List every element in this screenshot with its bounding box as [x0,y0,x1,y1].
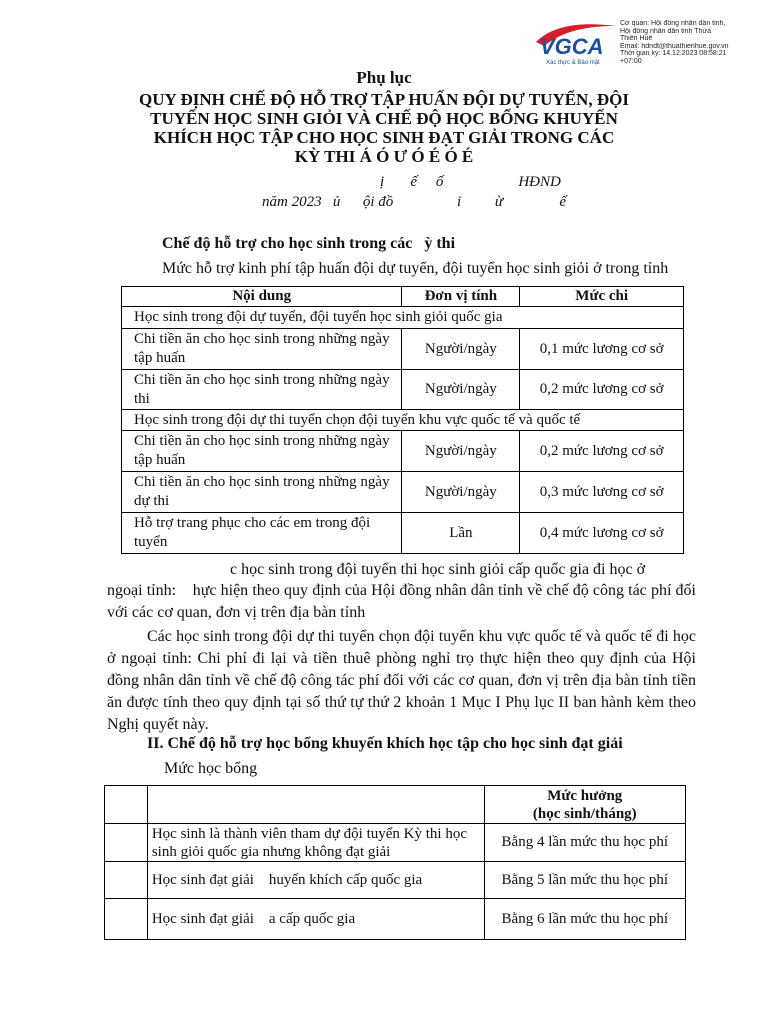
table-row [105,862,686,899]
row-amount: 0,1 mức lương cơ sở [520,329,684,370]
section-2-subheading: Mức học bổng [164,760,258,777]
row-unit: Người/ngày [402,472,520,513]
digital-signature-info [620,20,766,66]
row-amount: 0,2 mức lương cơ sở [520,370,684,410]
table-header [484,786,685,824]
row-content: Chi tiền ăn cho học sinh trong những ngày tập huấn [134,331,390,366]
row-unit: Người/ngày [402,370,520,410]
document-title [0,90,768,166]
table-row [105,899,686,940]
row-content: Chi tiền ăn cho học sinh trong những ngày thi [134,371,390,407]
vgca-logo [534,20,618,66]
table-group-row: Học sinh trong đội dự thi tuyển chọn đội tuyển khu vực quốc tế và quốc tế [122,410,684,431]
row-amount: Bằng 4 lần mức thu học phí [484,824,685,862]
header-line: (học sinh/tháng) [532,805,637,822]
title-line: KHÍCH HỌC TẬP CHO HỌC SINH ĐẠT GIẢI TRONG CÁC [153,128,615,147]
svg-text:Xác thực & Bảo mật: Xác thực & Bảo mật [546,60,600,66]
subtitle-line-1: ị ế ố HĐND [380,174,561,190]
table-row [122,513,684,554]
paragraph-1-first-line: c học sinh trong đội tuyển thi học sinh giỏi cấp quốc gia đi học ở [230,561,646,578]
row-content: Chi tiền ăn cho học sinh trong những ngày tập huấn [134,433,390,468]
row-unit: Người/ngày [402,431,520,472]
row-unit: Lần [402,513,520,554]
row-amount: Bằng 5 lần mức thu học phí [484,862,685,899]
header-line: Mức hưởng [547,787,623,804]
table-row [122,431,684,472]
section-1-heading: Chế độ hỗ trợ cho học sinh trong các ỳ thi [162,235,456,252]
title-line: KỲ THI Á Ó Ư Ó É Ó É [294,147,474,166]
row-content: Chi tiền ăn cho học sinh trong những ngày dự thi [134,474,390,509]
row-amount: 0,2 mức lương cơ sở [520,431,684,472]
title-line: TUYỂN HỌC SINH GIỎI VÀ CHẾ ĐỘ HỌC BỔNG KHUYẾN [150,109,618,128]
signature-line: +07:00 [620,57,642,65]
table-group-row: Học sinh trong đội dự tuyển, đội tuyển học sinh giỏi quốc gia [122,307,684,329]
row-content: Học sinh đạt giải a cấp quốc gia [147,899,484,940]
signature-line: Thiên Huế [620,35,653,43]
signature-line: Hội đồng nhân dân tỉnh Thừa [620,27,711,35]
title-line: QUY ĐỊNH CHẾ ĐỘ HỖ TRỢ TẬP HUẤN ĐỘI DỰ TUYỂN, ĐỘI [139,90,629,109]
row-unit: Người/ngày [402,329,520,370]
table-row [122,370,684,410]
row-amount: Bằng 6 lần mức thu học phí [484,899,685,940]
svg-text:VGCA: VGCA [540,34,604,59]
table-row [122,472,684,513]
signature-line: Cơ quan: Hội đồng nhân dân tỉnh, [620,20,726,27]
support-table [121,286,684,554]
signature-line: Email: hdndt@thuathienhue.gov.vn [620,42,729,50]
table-header: Nội dung [122,287,402,307]
row-content: Hỗ trợ trang phục cho các em trong đội tuyển [134,515,371,550]
row-amount: 0,4 mức lương cơ sở [520,513,684,554]
section-1-subheading: Mức hỗ trợ kinh phí tập huấn đội dự tuyển, đội tuyển học sinh giỏi ở trong tỉnh [162,260,669,277]
section-2-heading: II. Chế độ hỗ trợ học bổng khuyến khích học tập cho học sinh đạt giải [147,735,623,752]
table-header: Đơn vị tính [402,287,520,307]
paragraph-2: Các học sinh trong đội dự thi tuyển chọn đội tuyển khu vực quốc tế và quốc tế đi học ở ngoại tỉnh: Chi phí đi lại và tiền thuê phòng nghỉ trọ thực hiện theo quy định của Hội đồng nhân dân tỉnh về chế độ công tác phí đối với các cơ quan, đơn vị trên địa bàn tỉnh tiền ăn được tính theo quy định tại số thứ tự thứ 2 khoản 1 Mục I Phụ lục II ban hành kèm theo Nghị quyết này. [107,628,696,733]
row-amount: 0,3 mức lương cơ sở [520,472,684,513]
paragraph-1-body: ngoại tỉnh: hực hiện theo quy định của Hội đồng nhân dân tỉnh về chế độ công tác phí đối với các cơ quan, đơn vị trên địa bàn tỉnh [107,582,700,621]
signature-line: Thời gian ký: 14.12.2023 08:58:21 [620,50,727,58]
scholarship-table [104,785,686,940]
annex-label: Phụ lục [356,68,412,87]
row-content: Học sinh là thành viên tham dự đội tuyển Kỳ thi học sinh giỏi quốc gia nhưng không đạt giải [147,824,484,862]
table-header: Mức chi [520,287,684,307]
row-content: Học sinh đạt giải huyến khích cấp quốc gia [147,862,484,899]
table-row [122,329,684,370]
subtitle-line-2: năm 2023 ủ ội đồ i ừ ế [262,194,567,210]
table-row [105,824,686,862]
